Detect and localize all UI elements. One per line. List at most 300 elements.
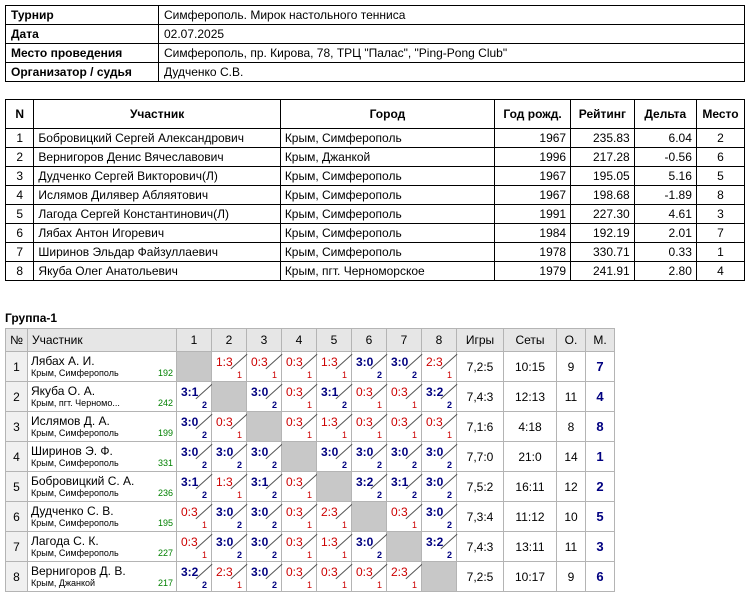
group-header-col: 4 (282, 329, 317, 352)
slash-divider (195, 504, 212, 519)
match-score: 0:3 (286, 565, 303, 579)
group-points: 14 (557, 442, 586, 472)
group-header-col: 6 (352, 329, 387, 352)
info-row (6, 25, 745, 44)
match-result-cell (177, 442, 212, 472)
group-points: 10 (557, 502, 586, 532)
match-score: 3:0 (251, 385, 269, 399)
match-points: 1 (376, 430, 382, 440)
match-points: 1 (341, 550, 347, 560)
group-self-cell (282, 442, 317, 472)
info-value: 02.07.2025 (159, 25, 745, 44)
group-player-name: Лагода С. К. (31, 533, 99, 548)
match-points: 1 (341, 430, 347, 440)
match-points: 1 (341, 580, 347, 590)
match-score: 3:0 (356, 355, 374, 369)
participants-header-cell: Место (696, 100, 744, 129)
group-place: 1 (586, 442, 615, 472)
participant-cell: -0.56 (634, 148, 696, 167)
group-row (6, 442, 615, 472)
match-score: 0:3 (286, 535, 303, 549)
group-player-name: Ширинов Э. Ф. (31, 443, 113, 458)
match-result-cell (247, 382, 282, 412)
match-score: 0:3 (286, 505, 303, 519)
info-key: Дата (6, 25, 159, 44)
participants-header-cell: Участник (34, 100, 280, 129)
participant-cell: 1967 (495, 129, 571, 148)
group-player-meta (31, 518, 173, 529)
match-points: 1 (341, 520, 347, 530)
match-score: 3:0 (181, 445, 199, 459)
match-points: 2 (341, 400, 347, 410)
match-points: 2 (271, 520, 277, 530)
match-result-cell (282, 352, 317, 382)
participant-cell: Якуба Олег Анатольевич (34, 262, 280, 281)
participant-cell: 1978 (495, 243, 571, 262)
match-score: 3:0 (251, 445, 269, 459)
match-score: 3:2 (356, 475, 374, 489)
group-player-name: Якуба О. А. (31, 383, 96, 398)
match-points: 2 (411, 370, 417, 380)
group-row (6, 502, 615, 532)
match-score: 0:3 (286, 355, 303, 369)
match-score: 2:3 (426, 355, 443, 369)
match-points: 1 (306, 580, 312, 590)
participant-cell: 2.01 (634, 224, 696, 243)
group-place: 3 (586, 532, 615, 562)
match-points: 1 (411, 520, 417, 530)
match-result-cell (317, 352, 352, 382)
participant-cell: 227.30 (571, 205, 635, 224)
group-player-cell (28, 352, 177, 382)
participant-cell: Крым, Симферополь (280, 167, 494, 186)
group-player-city: Крым, Симферополь (31, 547, 119, 558)
match-result-cell (282, 472, 317, 502)
participants-header-cell: N (6, 100, 34, 129)
participant-cell: 4 (696, 262, 744, 281)
match-result-cell (282, 562, 317, 592)
match-score: 3:2 (426, 535, 444, 549)
info-value: Симферополь, пр. Кирова, 78, ТРЦ "Палас", "Ping-Pong Club" (159, 44, 745, 63)
slash-divider (370, 564, 387, 579)
group-header-col: 3 (247, 329, 282, 352)
participant-cell: 1 (696, 243, 744, 262)
match-score: 0:3 (356, 415, 373, 429)
match-score: 1:3 (216, 355, 233, 369)
info-row (6, 44, 745, 63)
match-points: 2 (446, 400, 452, 410)
group-player-city: Крым, Джанкой (31, 577, 96, 588)
match-result-cell (317, 562, 352, 592)
match-score: 0:3 (251, 355, 268, 369)
group-player-rating: 242 (157, 397, 173, 408)
match-result-cell (177, 472, 212, 502)
slash-divider (440, 354, 457, 369)
group-row-number: 1 (6, 352, 28, 382)
match-score: 0:3 (391, 385, 408, 399)
participant-cell: Лябах Антон Игоревич (34, 224, 280, 243)
group-player-city: Крым, Симферополь (31, 457, 119, 468)
match-result-cell (212, 532, 247, 562)
participant-cell: Крым, Симферополь (280, 205, 494, 224)
group-player-cell (28, 412, 177, 442)
participant-cell: 2.80 (634, 262, 696, 281)
participant-cell: 217.28 (571, 148, 635, 167)
group-games: 7,3:4 (457, 502, 504, 532)
group-header-row (6, 329, 615, 352)
match-result-cell (387, 352, 422, 382)
match-points: 1 (306, 400, 312, 410)
match-points: 2 (271, 460, 277, 470)
match-points: 1 (306, 370, 312, 380)
match-points: 1 (446, 430, 452, 440)
group-place: 5 (586, 502, 615, 532)
match-points: 2 (201, 490, 207, 500)
match-result-cell (352, 472, 387, 502)
match-points: 2 (271, 550, 277, 560)
group-player-city: Крым, Симферополь (31, 487, 119, 498)
slash-divider (300, 534, 317, 549)
match-points: 2 (376, 370, 382, 380)
match-score: 3:0 (391, 355, 409, 369)
info-value: Дудченко С.В. (159, 63, 745, 82)
match-score: 2:3 (216, 565, 233, 579)
participant-cell: 241.91 (571, 262, 635, 281)
slash-divider (335, 504, 352, 519)
participant-cell: Крым, Симферополь (280, 129, 494, 148)
group-self-cell (422, 562, 457, 592)
group-self-cell (387, 532, 422, 562)
group-player-name: Дудченко С. В. (31, 503, 114, 518)
group-player-meta (31, 548, 173, 559)
group-header-n: № (6, 329, 28, 352)
match-result-cell (387, 502, 422, 532)
tournament-info-table (5, 5, 745, 82)
group-player-rating: 227 (157, 547, 173, 558)
group-player-name: Лябах А. И. (31, 353, 95, 368)
group-games: 7,7:0 (457, 442, 504, 472)
group-player-meta (31, 578, 173, 589)
group-row-number: 8 (6, 562, 28, 592)
group-row (6, 562, 615, 592)
group-games: 7,4:3 (457, 382, 504, 412)
match-result-cell (212, 442, 247, 472)
participant-cell: 1967 (495, 186, 571, 205)
participant-cell: 7 (696, 224, 744, 243)
participant-cell: 3 (6, 167, 34, 186)
match-points: 2 (271, 490, 277, 500)
group-row-number: 5 (6, 472, 28, 502)
match-score: 3:1 (321, 385, 339, 399)
group-header-place: М. (586, 329, 615, 352)
match-score: 3:0 (181, 415, 199, 429)
group-games: 7,2:5 (457, 562, 504, 592)
group-points: 11 (557, 532, 586, 562)
group-row (6, 412, 615, 442)
match-points: 2 (446, 520, 452, 530)
group-self-cell (247, 412, 282, 442)
match-score: 0:3 (181, 505, 198, 519)
participant-cell: Крым, Симферополь (280, 243, 494, 262)
group-player-cell (28, 382, 177, 412)
match-result-cell (282, 502, 317, 532)
match-result-cell (387, 382, 422, 412)
participants-header-row (6, 100, 745, 129)
participant-row (6, 224, 745, 243)
group-player-meta (31, 428, 173, 439)
match-points: 1 (271, 370, 277, 380)
match-result-cell (212, 502, 247, 532)
match-result-cell (282, 412, 317, 442)
match-result-cell (387, 442, 422, 472)
info-row (6, 6, 745, 25)
group-player-cell (28, 472, 177, 502)
group-points: 12 (557, 472, 586, 502)
match-points: 2 (271, 400, 277, 410)
participant-cell: 0.33 (634, 243, 696, 262)
match-score: 3:0 (251, 535, 269, 549)
slash-divider (300, 384, 317, 399)
match-score: 0:3 (286, 475, 303, 489)
participant-cell: 5 (696, 167, 744, 186)
match-points: 2 (201, 430, 207, 440)
participant-cell: 1979 (495, 262, 571, 281)
match-points: 1 (201, 550, 207, 560)
match-result-cell (177, 382, 212, 412)
match-score: 3:0 (216, 505, 234, 519)
match-score: 3:2 (181, 565, 199, 579)
participant-row (6, 205, 745, 224)
match-result-cell (422, 382, 457, 412)
group-sets: 10:15 (504, 352, 557, 382)
match-score: 1:3 (216, 475, 233, 489)
match-score: 3:0 (356, 445, 374, 459)
match-result-cell (212, 472, 247, 502)
slash-divider (300, 564, 317, 579)
match-points: 2 (446, 460, 452, 470)
participant-row (6, 262, 745, 281)
slash-divider (230, 414, 247, 429)
slash-divider (405, 564, 422, 579)
slash-divider (335, 414, 352, 429)
match-points: 1 (306, 520, 312, 530)
participant-cell: Крым, Симферополь (280, 224, 494, 243)
participant-cell: 235.83 (571, 129, 635, 148)
group-header-col: 8 (422, 329, 457, 352)
group-place: 7 (586, 352, 615, 382)
group-games: 7,5:2 (457, 472, 504, 502)
group-row (6, 382, 615, 412)
participant-cell: 6 (6, 224, 34, 243)
match-result-cell (387, 412, 422, 442)
participant-cell: Ислямов Дилявер Абляятович (34, 186, 280, 205)
info-value: Симферополь. Мирок настольного тенниса (159, 6, 745, 25)
group-player-cell (28, 532, 177, 562)
group-row-number: 6 (6, 502, 28, 532)
slash-divider (370, 414, 387, 429)
slash-divider (230, 474, 247, 489)
match-score: 3:0 (426, 505, 444, 519)
group-player-cell (28, 502, 177, 532)
group-row-number: 2 (6, 382, 28, 412)
match-result-cell (177, 412, 212, 442)
group-header-col: 5 (317, 329, 352, 352)
group-header-sets: Сеты (504, 329, 557, 352)
match-points: 2 (376, 460, 382, 470)
slash-divider (440, 414, 457, 429)
info-key: Турнир (6, 6, 159, 25)
match-result-cell (422, 472, 457, 502)
match-score: 0:3 (356, 565, 373, 579)
match-points: 1 (306, 490, 312, 500)
match-score: 3:0 (426, 445, 444, 459)
match-result-cell (212, 562, 247, 592)
match-score: 3:0 (251, 565, 269, 579)
match-points: 1 (376, 580, 382, 590)
info-key: Место проведения (6, 44, 159, 63)
group-place: 4 (586, 382, 615, 412)
participant-cell: 1984 (495, 224, 571, 243)
group-self-cell (317, 472, 352, 502)
group-player-name: Бобровицкий С. А. (31, 473, 135, 488)
match-score: 1:3 (321, 355, 338, 369)
match-result-cell (317, 442, 352, 472)
participant-cell: Бобровицкий Сергей Александрович (34, 129, 280, 148)
participant-cell: 330.71 (571, 243, 635, 262)
match-result-cell (247, 442, 282, 472)
group-player-meta (31, 398, 173, 409)
participant-cell: -1.89 (634, 186, 696, 205)
match-result-cell (212, 412, 247, 442)
slash-divider (195, 534, 212, 549)
participants-header-cell: Город (280, 100, 494, 129)
match-score: 2:3 (321, 505, 338, 519)
match-points: 1 (446, 370, 452, 380)
match-points: 2 (271, 580, 277, 590)
group-player-rating: 331 (157, 457, 173, 468)
group-sets: 4:18 (504, 412, 557, 442)
match-result-cell (212, 352, 247, 382)
participants-header-cell: Год рожд. (495, 100, 571, 129)
slash-divider (300, 414, 317, 429)
participant-cell: 6 (696, 148, 744, 167)
participant-cell: 195.05 (571, 167, 635, 186)
group-header-player: Участник (28, 329, 177, 352)
match-score: 0:3 (391, 505, 408, 519)
participant-cell: 8 (6, 262, 34, 281)
slash-divider (230, 564, 247, 579)
match-points: 1 (376, 400, 382, 410)
match-result-cell (177, 532, 212, 562)
group-points: 9 (557, 562, 586, 592)
match-result-cell (352, 562, 387, 592)
group-player-cell (28, 562, 177, 592)
match-result-cell (317, 412, 352, 442)
participants-header-cell: Рейтинг (571, 100, 635, 129)
slash-divider (265, 354, 282, 369)
match-result-cell (422, 352, 457, 382)
group-self-cell (212, 382, 247, 412)
group-player-meta (31, 368, 173, 379)
group-player-city: Крым, Симферополь (31, 517, 119, 528)
match-points: 1 (306, 550, 312, 560)
match-result-cell (317, 382, 352, 412)
match-score: 2:3 (391, 565, 408, 579)
match-score: 0:3 (286, 385, 303, 399)
match-result-cell (247, 502, 282, 532)
match-points: 2 (411, 460, 417, 470)
group-player-city: Крым, Симферополь (31, 427, 119, 438)
match-score: 0:3 (391, 415, 408, 429)
match-result-cell (422, 532, 457, 562)
match-result-cell (177, 502, 212, 532)
match-score: 0:3 (286, 415, 303, 429)
match-result-cell (247, 532, 282, 562)
match-result-cell (352, 442, 387, 472)
match-score: 1:3 (321, 535, 338, 549)
match-points: 1 (201, 520, 207, 530)
match-points: 2 (201, 400, 207, 410)
group-player-name: Ислямов Д. А. (31, 413, 110, 428)
match-score: 3:0 (321, 445, 339, 459)
match-result-cell (352, 352, 387, 382)
match-points: 2 (446, 550, 452, 560)
match-score: 1:3 (321, 415, 338, 429)
match-points: 1 (236, 430, 242, 440)
match-points: 1 (236, 490, 242, 500)
match-points: 2 (236, 550, 242, 560)
match-result-cell (282, 532, 317, 562)
match-points: 2 (376, 550, 382, 560)
participant-cell: Крым, Джанкой (280, 148, 494, 167)
slash-divider (335, 564, 352, 579)
participant-cell: 8 (696, 186, 744, 205)
participant-cell: 1 (6, 129, 34, 148)
group-player-meta (31, 488, 173, 499)
group-row-number: 3 (6, 412, 28, 442)
group-title: Группа-1 (5, 311, 58, 325)
match-result-cell (282, 382, 317, 412)
match-points: 2 (411, 490, 417, 500)
group-row (6, 352, 615, 382)
group-header-col: 2 (212, 329, 247, 352)
group-games: 7,4:3 (457, 532, 504, 562)
group-player-meta (31, 458, 173, 469)
group-results-table (5, 328, 615, 592)
slash-divider (405, 414, 422, 429)
group-row-number: 4 (6, 442, 28, 472)
match-score: 3:0 (391, 445, 409, 459)
participant-cell: 3 (696, 205, 744, 224)
group-games: 7,1:6 (457, 412, 504, 442)
slash-divider (335, 354, 352, 369)
participant-cell: 7 (6, 243, 34, 262)
match-result-cell (352, 382, 387, 412)
participant-cell: Лагода Сергей Константинович(Л) (34, 205, 280, 224)
group-header-points: О. (557, 329, 586, 352)
participant-cell: 192.19 (571, 224, 635, 243)
match-score: 3:2 (426, 385, 444, 399)
match-points: 2 (236, 520, 242, 530)
match-points: 1 (411, 400, 417, 410)
info-key: Организатор / судья (6, 63, 159, 82)
participant-row (6, 129, 745, 148)
match-score: 3:0 (216, 445, 234, 459)
slash-divider (405, 384, 422, 399)
group-player-name: Вернигоров Д. В. (31, 563, 126, 578)
match-score: 0:3 (216, 415, 233, 429)
slash-divider (405, 504, 422, 519)
